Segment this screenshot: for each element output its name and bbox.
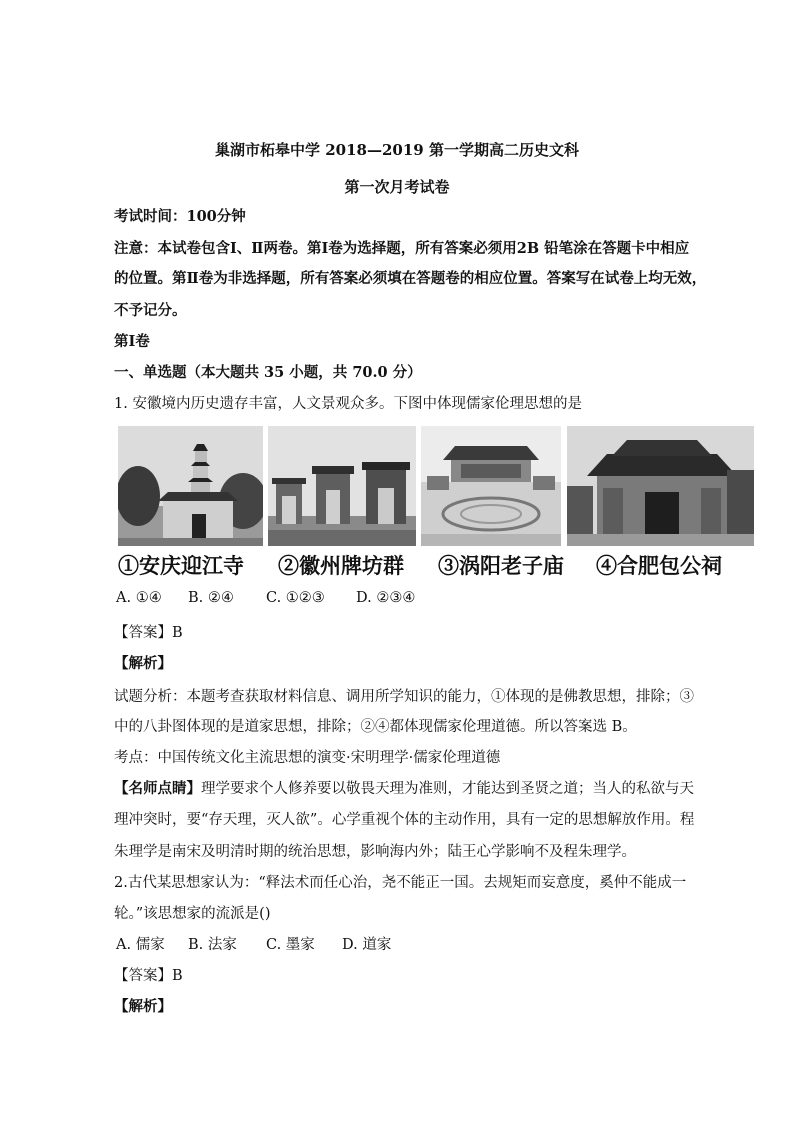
question-1-photos [118,426,754,580]
answer-option: C. ①②③ [266,590,325,606]
tip-text [114,777,694,798]
temple-photo [118,426,263,546]
section-heading: 一、单选题（本大题共 35 小题，共 70.0 分） [114,364,422,381]
answer-label: 【答案】B [114,625,183,641]
analysis-text: 中的八卦图体现的是道家思想，排除；②④都体现儒家伦理道德。所以答案选 B。 [114,719,637,735]
exam-subtitle: 第一次月考试卷 [344,178,450,196]
tip-text: 朱理学是南宋及明清时期的统治思想，影响海内外；陆王心学影响不及程朱理学。 [114,844,636,860]
analysis-text: 试题分析：本题考查获取材料信息、调用所学知识的能力，①体现的是佛教思想，排除；③ [114,689,694,705]
notice-line: 的位置。第Ⅱ卷为非选择题，所有答案必须填在答题卷的相应位置。答案写在试卷上均无效， [114,270,707,287]
tip-label: 【名师点睛】 [114,780,201,797]
volume-label: 第Ⅰ卷 [114,333,150,350]
exam-time: 考试时间：100分钟 [114,208,246,225]
answer-option: B. ②④ [188,590,234,606]
answer-option: D. ②③④ [356,590,416,606]
memorial-temple-photo [567,426,754,546]
photo-caption: ④合肥包公祠 [596,553,722,578]
analysis-label: 【解析】 [114,655,172,672]
question-1-stem: 1. 安徽境内历史遗存丰富，人文景观众多。下图中体现儒家伦理思想的是 [114,396,582,412]
answer-option: A. 儒家 [116,937,165,953]
question-2-stem: 轮。”该思想家的流派是() [114,906,271,922]
question-2-stem: 2.古代某思想家认为：“释法术而任心治，尧不能正一国。去规矩而妄意度，奚仲不能成一 [114,875,687,891]
answer-option: C. 墨家 [266,937,315,953]
analysis-label: 【解析】 [114,998,172,1015]
answer-option: B. 法家 [188,937,237,953]
notice-line: 不予记分。 [114,302,187,319]
answer-option: A. ①④ [116,590,162,606]
laozi-temple-photo [421,426,561,546]
archway-photo [268,426,416,546]
photo-caption: ②徽州牌坊群 [278,553,404,578]
tip-body: 理学要求个人修养要以敬畏天理为准则，才能达到圣贤之道；当人的私欲与天 [201,781,694,797]
answer-label: 【答案】B [114,968,183,984]
answer-option: D. 道家 [342,937,392,953]
photo-caption: ①安庆迎江寺 [118,553,244,578]
exam-title: 巢湖市柘皋中学 2018—2019 第一学期高二历史文科 [215,141,579,159]
tip-text: 理冲突时，要“存天理，灭人欲”。心学重视个体的主动作用，具有一定的思想解放作用。程 [114,812,695,828]
kaodian-text: 考点：中国传统文化主流思想的演变·宋明理学·儒家伦理道德 [114,750,501,766]
photo-caption: ③涡阳老子庙 [438,553,564,578]
notice-line: 注意：本试卷包含Ⅰ、Ⅱ两卷。第Ⅰ卷为选择题，所有答案必须用2B 铅笔涂在答题卡中相应 [114,240,690,257]
